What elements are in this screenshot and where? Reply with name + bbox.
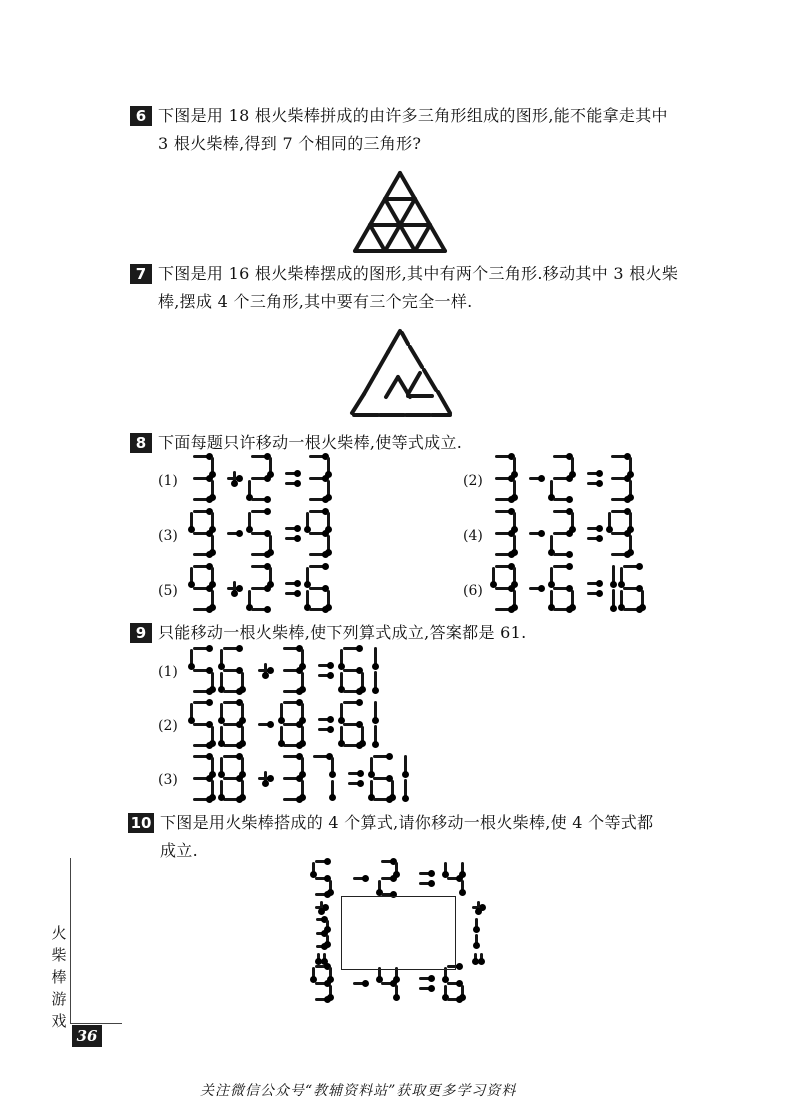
matchstick [193,498,211,501]
matchstick [283,777,301,780]
center-rectangle [341,896,456,970]
matchstick [251,608,269,611]
matchstick [513,567,516,586]
matchstick [251,587,269,590]
matchstick [495,510,513,513]
matchstick [211,567,214,586]
equals-sign [474,953,477,963]
matchstick [571,457,574,476]
equals-sign [587,472,601,475]
question-text: 只能移动一根火柴棒,使下列算式成立,答案都是 61. [158,623,527,642]
matchstick [495,532,513,535]
matchstick [211,757,214,776]
matchstick [283,723,301,726]
matchstick [301,757,304,776]
matchstick [340,726,343,745]
equals-sign [317,953,320,963]
matchstick [492,567,495,586]
matchstick [283,690,301,693]
matchstick [623,587,641,590]
matchstick [352,394,364,413]
matchstick [343,647,361,650]
matchstick [553,587,571,590]
matchstick [220,780,223,799]
matchstick [309,498,327,501]
matchstick [361,726,364,745]
matchstick [629,457,632,476]
matchstick-equation [492,455,672,510]
matchstick [241,703,244,722]
equation-label: (1) [158,664,178,680]
matchstick-equation [190,701,470,756]
matchstick [190,703,193,722]
matchstick [220,649,223,668]
matchstick [415,199,430,225]
matchstick [343,701,361,704]
matchstick [241,757,244,776]
matchstick [408,373,420,394]
matchstick-equation-right [464,900,494,970]
matchstick [193,553,211,556]
equation-label: (4) [463,528,483,544]
matchstick [283,647,301,650]
matchstick [611,455,629,458]
matchstick [612,589,615,610]
matchstick [495,455,513,458]
matchstick [381,877,395,880]
plus-sign [264,663,267,677]
matchstick [374,671,377,692]
question-number: 8 [130,433,152,453]
matchstick [370,199,385,225]
matchstick [306,512,309,531]
equals-sign [348,772,362,775]
matchstick [447,982,461,985]
matchstick [553,455,571,458]
matchstick [193,455,211,458]
matchstick [611,553,629,556]
matchstick [391,780,394,799]
equals-sign [480,953,483,963]
matchstick [309,510,327,513]
matchstick [513,457,516,476]
minus-sign [529,532,543,535]
matchstick [283,744,301,747]
equals-sign [587,592,601,595]
matchstick [223,798,241,801]
question-text: 下面每题只许移动一根火柴棒,使等式成立. [158,433,463,452]
equals-sign [587,537,601,540]
matchstick [571,512,574,531]
matchstick [550,590,553,609]
plus-sign [477,901,480,913]
matchstick [251,498,269,501]
equals-sign [285,527,299,530]
matchstick [190,567,193,586]
matchstick [475,918,478,931]
plus-sign [264,771,267,785]
page-number-rule [70,1023,122,1024]
equals-sign [348,782,362,785]
matchstick [623,565,641,568]
matchstick [223,701,241,704]
matchstick [461,862,464,876]
matchstick [340,703,343,722]
equation-label: (2) [463,473,483,489]
matchstick [241,672,244,691]
matchstick [309,565,327,568]
matchstick [223,744,241,747]
matchstick [495,553,513,556]
minus-sign [258,723,272,726]
matchstick [611,510,629,513]
matchstick [612,565,615,586]
matchstick [370,780,373,799]
footer-watermark: 关注微信公众号“教辅资料站”获取更多学习资料 [200,1083,517,1099]
equals-sign [285,582,299,585]
matchstick [251,532,269,535]
matchstick [381,982,395,985]
matchstick-equation [190,455,370,510]
matchstick [220,757,223,776]
matchstick [611,532,629,535]
matchstick [315,998,329,1001]
matchstick [283,798,301,801]
matchstick [223,723,241,726]
matchstick [193,532,211,535]
matchstick [331,780,334,799]
matchstick [553,565,571,568]
minus-sign [529,587,543,590]
matchstick [193,755,211,758]
matchstick [331,757,334,776]
matchstick [269,567,272,586]
matchstick [251,477,269,480]
matchstick [374,701,377,722]
minus-sign [227,532,241,535]
matchstick [248,512,251,531]
matchstick [248,480,251,499]
equals-sign [318,674,332,677]
matchstick [571,590,574,609]
equals-sign [318,728,332,731]
matchstick-equation [492,510,672,565]
matchstick [193,690,211,693]
matchstick [386,377,398,397]
matchstick [193,587,211,590]
matchstick [370,225,385,251]
matchstick [309,553,327,556]
minus-sign [353,877,367,880]
matchstick [193,777,211,780]
matchstick [193,647,211,650]
equals-sign [587,582,601,585]
matchstick [248,590,251,609]
matchstick [280,703,283,722]
equals-sign [323,953,326,963]
question-text: 棒,摆成 4 个三角形,其中要有三个完全一样. [158,292,473,311]
matchstick [550,480,553,499]
matchstick [376,352,388,373]
equals-sign [587,482,601,485]
matchstick [404,779,407,800]
matchstick [315,877,329,880]
matchstick [316,918,326,921]
matchstick [553,553,571,556]
matchstick [495,477,513,480]
matchstick [269,457,272,476]
matchstick [395,985,398,999]
matchstick [553,477,571,480]
matchstick [415,225,430,251]
matchstick [553,510,571,513]
matchstick [385,225,400,251]
matchstick [193,723,211,726]
matchstick [301,649,304,668]
equation-label: (3) [158,772,178,788]
matchstick [550,535,553,554]
equation-label: (3) [158,528,178,544]
matchstick [326,920,329,931]
equals-sign [285,482,299,485]
equation-label: (2) [158,718,178,734]
matchstick [190,512,193,531]
question-number: 10 [128,813,154,833]
equation-label: (1) [158,473,178,489]
matchstick [306,567,309,586]
matchstick-equation [190,755,470,810]
equals-sign [419,882,433,885]
equals-sign [419,977,433,980]
question-text: 下图是用 16 根火柴棒摆成的图形,其中有两个三角形.移动其中 3 根火柴 [158,264,679,283]
matchstick-equation-bottom [312,965,502,1010]
equals-sign [318,664,332,667]
matchstick [495,565,513,568]
matchstick [193,798,211,801]
matchstick [343,669,361,672]
matchstick [400,173,415,199]
matchstick [373,777,391,780]
plus-sign [233,581,236,595]
matchstick [316,932,326,935]
matchstick [193,477,211,480]
matchstick [343,723,361,726]
matchstick [309,477,327,480]
matchstick [309,455,327,458]
question-number: 9 [130,623,152,643]
question-text: 成立. [160,841,198,860]
matchstick [641,590,644,609]
matchstick [211,457,214,476]
matchstick [447,877,461,880]
matchstick [327,512,330,531]
matchstick [251,455,269,458]
plus-sign [320,901,323,913]
question-text: 3 根火柴棒,得到 7 个相同的三角形? [158,134,422,153]
sidebar-char: 火 [51,924,67,942]
triangle-matchstick-figure [345,168,455,258]
matchstick [309,532,327,535]
question-number: 7 [130,264,152,284]
matchstick [629,512,632,531]
matchstick [388,331,400,352]
matchstick [220,703,223,722]
matchstick-equation [190,565,370,620]
matchstick [385,173,400,199]
matchstick [495,498,513,501]
matchstick [400,225,415,251]
matchstick [370,757,373,776]
matchstick [385,199,400,225]
equals-sign [285,472,299,475]
matchstick [373,755,391,758]
matchstick [223,647,241,650]
matchstick [193,669,211,672]
equals-sign [587,527,601,530]
matchstick [378,880,381,894]
matchstick [327,590,330,609]
matchstick [193,744,211,747]
matchstick [461,985,464,999]
matchstick-equation-left [305,900,335,970]
matchstick [395,862,398,876]
sidebar-line [70,858,71,1023]
equation-label: (6) [463,583,483,599]
matchstick [251,565,269,568]
matchstick [620,590,623,609]
matchstick [193,565,211,568]
matchstick [410,347,422,367]
matchstick [374,647,377,668]
sidebar-char: 柴 [51,946,67,964]
matchstick [475,934,478,947]
matchstick [611,498,629,501]
matchstick [190,649,193,668]
matchstick [404,755,407,776]
matchstick [608,512,611,531]
matchstick [193,608,211,611]
matchstick [495,608,513,611]
sidebar-char: 游 [51,990,67,1008]
matchstick [461,880,464,894]
matchstick-equation [190,647,470,702]
sidebar-char: 戏 [51,1012,67,1030]
matchstick [620,567,623,586]
matchstick [430,225,445,251]
matchstick [355,225,370,251]
matchstick [495,587,513,590]
question-text: 下图是用 18 根火柴棒拼成的由许多三角形组成的图形,能不能拿走其中 [158,106,668,125]
matchstick-equation [190,510,370,565]
matchstick [211,512,214,531]
matchstick [550,567,553,586]
equals-sign [285,537,299,540]
matchstick [223,755,241,758]
matchstick [223,669,241,672]
matchstick [315,893,329,896]
matchstick [316,945,326,948]
matchstick [444,985,447,999]
matchstick [340,672,343,691]
matchstick [309,587,327,590]
matchstick [611,477,629,480]
minus-sign [529,477,543,480]
matchstick [301,703,304,722]
equals-sign [419,987,433,990]
matchstick [251,553,269,556]
minus-sign [353,982,367,985]
matchstick [444,862,447,876]
matchstick [553,532,571,535]
matchstick [361,672,364,691]
matchstick [220,672,223,691]
matchstick [553,498,571,501]
matchstick [315,982,329,985]
equals-sign [285,592,299,595]
matchstick [220,726,223,745]
matchstick [313,755,331,758]
matchstick [402,333,408,344]
matchstick [398,377,410,397]
matchstick [340,649,343,668]
matchstick [283,755,301,758]
plus-sign [233,471,236,485]
matchstick [193,510,211,513]
matchstick [283,701,301,704]
matchstick [438,392,450,413]
page-number: 36 [72,1025,102,1047]
matchstick-equation [492,565,692,620]
matchstick [283,669,301,672]
matchstick [315,860,329,863]
matchstick [251,510,269,513]
equation-label: (5) [158,583,178,599]
matchstick [374,725,377,746]
matchstick [306,590,309,609]
matchstick [513,512,516,531]
matchstick [280,726,283,745]
question-text: 下图是用火柴棒搭成的 4 个算式,请你移动一根火柴棒,使 4 个等式都 [160,813,654,832]
question-number: 6 [130,106,152,126]
matchstick [312,862,315,876]
matchstick [223,777,241,780]
spiral-triangle-matchstick-figure [340,325,460,420]
matchstick [327,457,330,476]
equals-sign [419,872,433,875]
sidebar-char: 棒 [51,968,67,986]
matchstick [193,701,211,704]
equals-sign [318,718,332,721]
matchstick [400,199,415,225]
matchstick [424,370,436,390]
matchstick [364,373,376,394]
matchstick [381,860,395,863]
